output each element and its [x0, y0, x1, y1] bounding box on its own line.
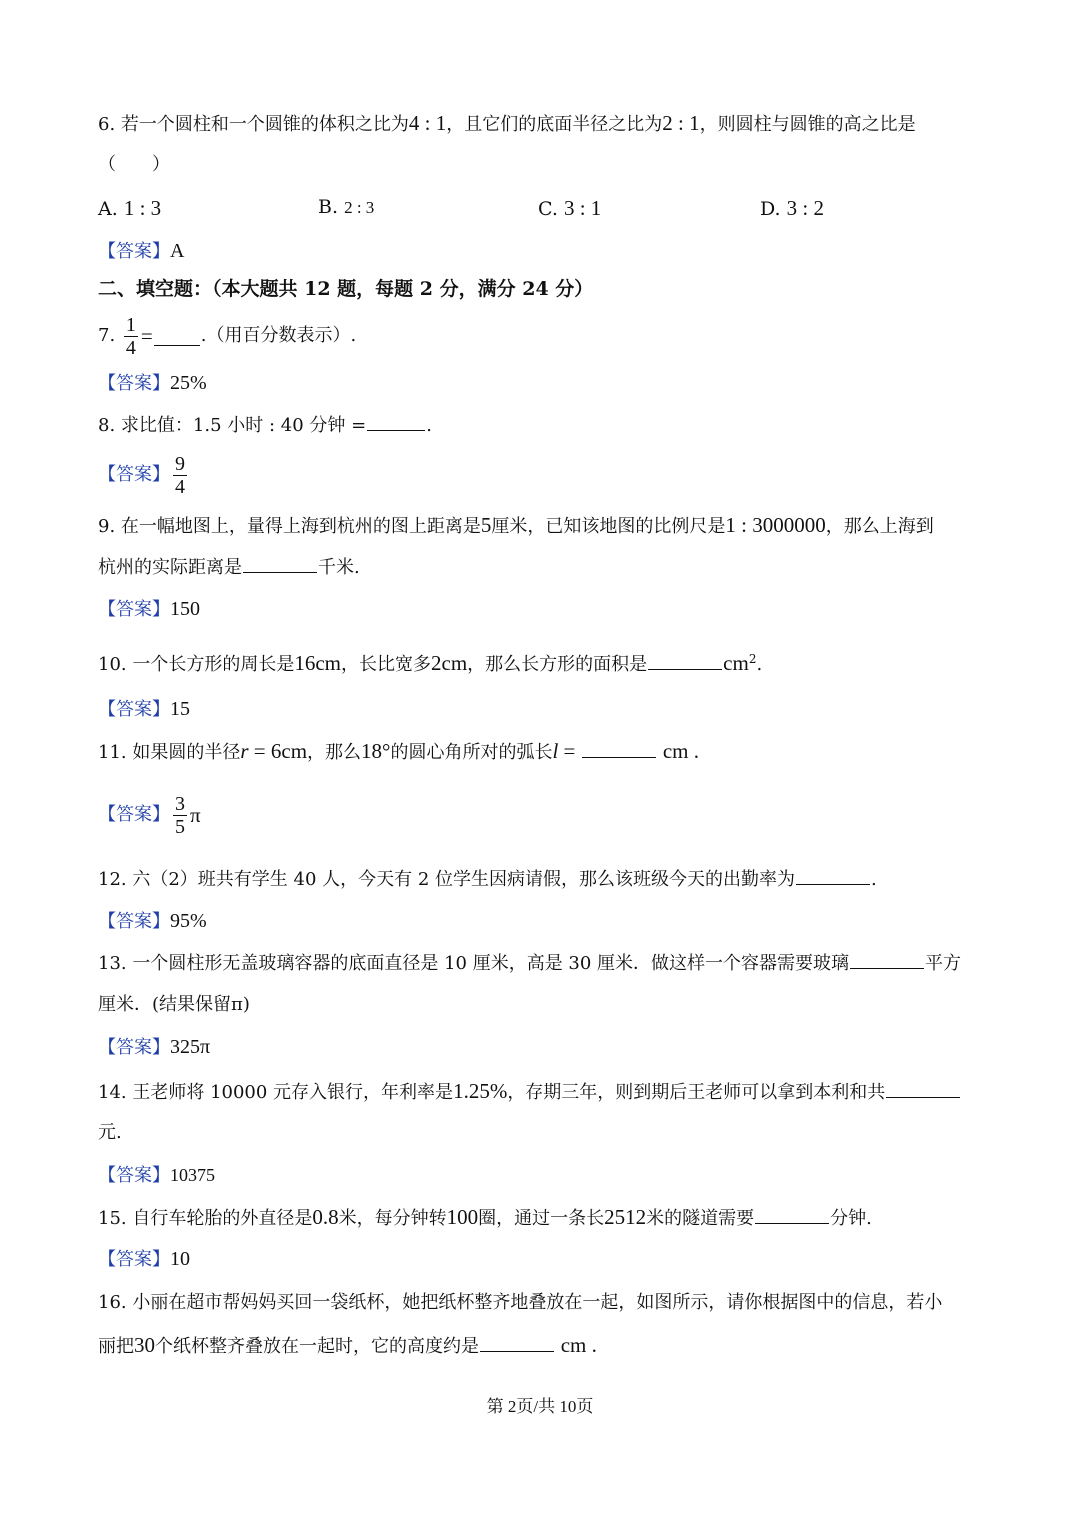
question-6-line-1: 6. 若一个圆柱和一个圆锥的体积之比为4 : 1，且它们的底面半径之比为2 : 1，则圆柱与圆锥的高之比是: [98, 111, 916, 135]
answer-blank: [886, 1079, 960, 1098]
answer-blank: [850, 950, 924, 969]
answer-9: 【答案】150: [98, 598, 200, 620]
answer-13: 【答案】325π: [98, 1036, 211, 1058]
page-footer: 第 2页/共 10页: [486, 1397, 594, 1416]
answer-14: 【答案】10375: [98, 1165, 215, 1186]
answer-blank: [480, 1333, 554, 1352]
option-a: A. 1 : 3: [98, 196, 162, 220]
question-15: 15. 自行车轮胎的外直径是0.8米，每分钟转100圈，通过一条长2512米的隧道需要 分钟.: [98, 1205, 872, 1229]
answer-12: 【答案】95%: [98, 910, 207, 932]
option-b: B. 2 : 3: [318, 196, 375, 218]
answer-blank: [648, 651, 722, 670]
fraction-9-4: $\frac{9}{4}$: [175, 452, 185, 498]
fraction-3-5: $\frac{3}{5}$: [175, 792, 185, 838]
answer-blank: [582, 739, 656, 758]
question-7: 7. $\frac{1}{4}$ = .（用百分数表示）.: [98, 313, 357, 359]
answer-blank: [796, 866, 870, 885]
question-13-line-2: 厘米．(结果保留π): [98, 994, 250, 1015]
answer-15: 【答案】10: [98, 1248, 190, 1270]
question-16-line-2: 丽把30个纸杯整齐叠放在一起时，它的高度约是 cm .: [98, 1333, 597, 1357]
question-6-paren: （ ）: [98, 154, 170, 175]
answer-8: 【答案】 $\frac{9}{4}$: [98, 452, 185, 498]
question-12: 12. 六（2）班共有学生 40 人，今天有 2 位学生因病请假，那么该班级今天的出勤率为 .: [98, 866, 984, 893]
question-8: 8. 求比值：1.5 小时 : 40 分钟 = .: [98, 412, 984, 439]
question-14-line-1: 14. 王老师将 10000 元存入银行，年利率是1.25%，存期三年，则到期后王老师可以拿到本利和共: [98, 1078, 984, 1106]
fraction-1-4: $\frac{1}{4}$: [125, 313, 136, 359]
section-heading: 二、填空题：（本大题共 12 题，每题 2 分，满分 24 分）: [98, 278, 594, 300]
answer-blank: [243, 554, 317, 573]
question-11: 11. 如果圆的半径r = 6cm，那么18°的圆心角所对的弧长l = cm .: [98, 739, 700, 763]
answer-blank: [367, 412, 425, 431]
question-9-line-2: 杭州的实际距离是 千米.: [98, 554, 984, 581]
answer-6: 【答案】A: [98, 240, 185, 262]
answer-11: 【答案】 $\frac{3}{5}$ π: [98, 792, 201, 838]
question-16-line-1: 16. 小丽在超市帮妈妈买回一袋纸杯，她把纸杯整齐地叠放在一起，如图所示，请你根据图中的信息，若小: [98, 1292, 943, 1313]
answer-blank: [154, 327, 200, 346]
question-13-line-1: 13. 一个圆柱形无盖玻璃容器的底面直径是 10 厘米，高是 30 厘米．做这样一个容器需要玻璃 平方: [98, 950, 984, 977]
option-c: C. 3 : 1: [538, 196, 602, 220]
answer-7: 【答案】25%: [98, 372, 207, 394]
answer-10: 【答案】15: [98, 698, 190, 720]
answer-blank: [755, 1205, 829, 1224]
question-9-line-1: 9. 在一幅地图上，量得上海到杭州的图上距离是5厘米，已知该地图的比例尺是1 : 3000000，那么上海到: [98, 513, 934, 537]
option-d: D. 3 : 2: [760, 196, 824, 220]
question-10: 10. 一个长方形的周长是16cm，长比宽多2cm，那么长方形的面积是 $cm^2$.: [98, 651, 763, 675]
question-14-line-2: 元.: [98, 1122, 122, 1143]
